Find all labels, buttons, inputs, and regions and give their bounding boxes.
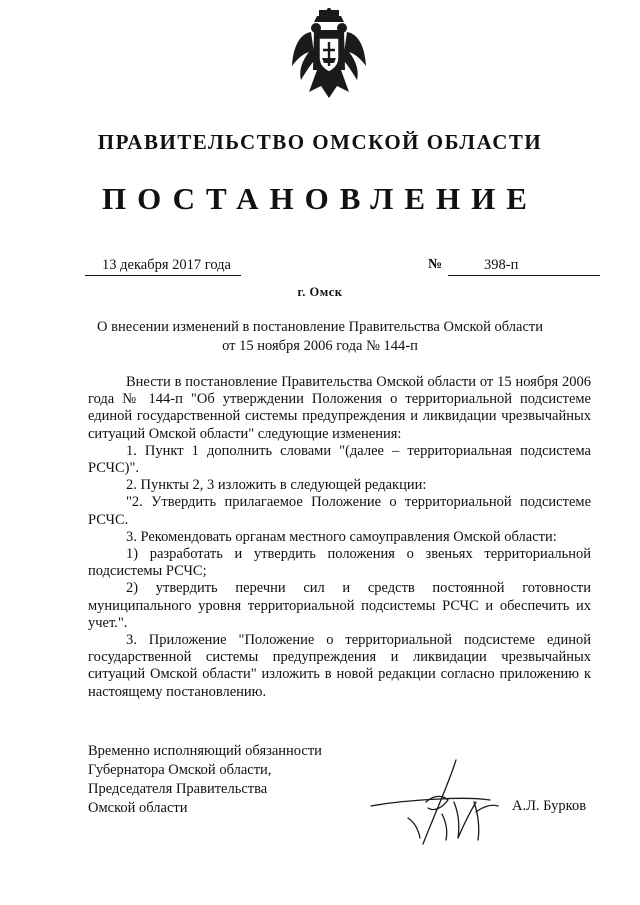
document-body	[88, 374, 591, 701]
signatory-title-line: Председателя Правительства	[88, 781, 268, 797]
document-date	[85, 257, 241, 276]
subject-line-2: от 15 ноября 2006 года № 144-п	[222, 338, 418, 354]
document-city: г. Омск	[297, 285, 343, 299]
signatory-title-line: Временно исполняющий обязанности	[88, 743, 322, 759]
body-paragraph: Внести в постановление Правительства Омской области от 15 ноября 2006 года № 144-п "Об утверждении Положения о территориальной подсистеме единой государственной системы предупреждения и ликвидации чрезвычайных ситуаций Омской области" следующие изменения:	[88, 374, 591, 442]
number-sign: №	[428, 257, 443, 272]
document-subject	[0, 318, 640, 356]
signatory-title	[88, 742, 322, 818]
organization-name: ПРАВИТЕЛЬСТВО ОМСКОЙ ОБЛАСТИ	[97, 130, 543, 154]
handwritten-signature	[368, 758, 503, 848]
subject-line-1: О внесении изменений в постановление Правительства Омской области	[97, 319, 543, 335]
coat-of-arms-emblem	[289, 8, 369, 102]
body-paragraph: 1. Пункт 1 дополнить словами "(далее – территориальная подсистема РСЧС)".	[88, 442, 591, 477]
body-paragraph: "2. Утвердить прилагаемое Положение о территориальной подсистеме РСЧС.	[88, 494, 591, 528]
signatory-title-line: Губернатора Омской области,	[88, 762, 272, 778]
body-paragraph: 1) разработать и утвердить положения о звеньях территориальной подсистемы РСЧС;	[88, 546, 591, 580]
body-paragraph: 3. Рекомендовать органам местного самоуправления Омской области:	[126, 528, 557, 545]
body-paragraph: 2. Пункты 2, 3 изложить в следующей редакции:	[126, 477, 427, 494]
signatory-title-line: Омской области	[88, 800, 188, 816]
signatory-name: А.Л. Бурков	[512, 798, 587, 814]
document-date-text: 13 декабря 2017 года	[102, 257, 231, 273]
body-paragraph: 3. Приложение "Положение о территориальной подсистеме единой государственной системы предупреждения и ликвидации чрезвычайных ситуаций Омской области" изложить в новой редакции согласно приложению к настоящему постановлению.	[88, 632, 591, 700]
body-paragraph: 2) утвердить перечни сил и средств постоянной готовности муниципального уровня территориальной подсистемы РСЧС и обеспечить их учет.".	[88, 580, 591, 631]
document-number-line	[448, 257, 600, 276]
document-number-text: 398-п	[484, 257, 519, 273]
document-type-title: ПОСТАНОВЛЕНИЕ	[102, 181, 538, 216]
